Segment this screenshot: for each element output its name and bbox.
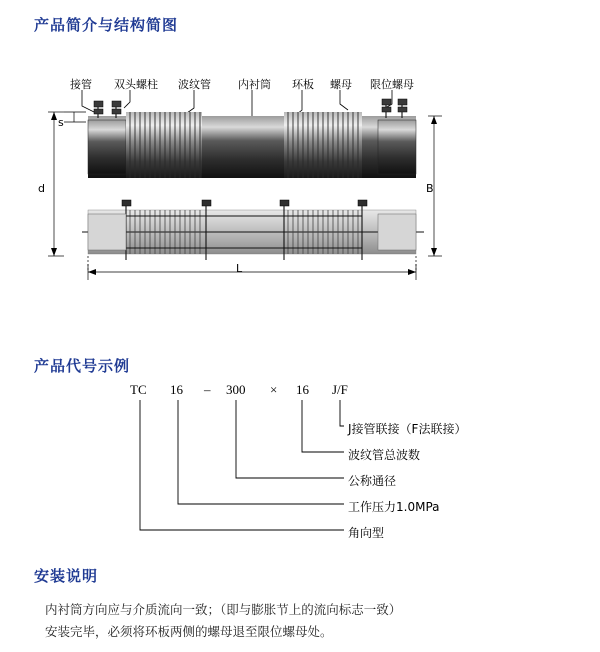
callout-label-limit-nut: 限位螺母 (370, 78, 414, 91)
page-title-install: 安装说明 (34, 568, 99, 585)
structure-drawing-svg (30, 60, 570, 340)
callout-label-connector: 接管 (70, 78, 92, 91)
code-desc-pressure: 工作压力1.0MPa (348, 500, 440, 514)
dimension-label-l: L (236, 262, 243, 275)
code-token-jf: J/F (332, 382, 348, 397)
page-title-intro: 产品简介与结构简图 (34, 17, 179, 34)
page-title-code: 产品代号示例 (34, 358, 131, 375)
code-desc-connection: J接管联接（F法联接） (348, 422, 467, 436)
code-token-tc: TC (130, 382, 147, 397)
structure-diagram (30, 60, 570, 340)
code-token-dash: – (204, 382, 211, 397)
code-token-times: × (270, 382, 278, 397)
dimension-label-s: s (58, 116, 64, 129)
callout-label-liner: 内衬筒 (238, 78, 271, 91)
code-token-300: 300 (226, 382, 246, 397)
code-desc-nominal-dia: 公称通径 (348, 474, 397, 488)
callout-label-nut: 螺母 (330, 78, 352, 91)
code-desc-wave-count: 波纹管总波数 (348, 448, 421, 462)
callout-label-ring-plate: 环板 (292, 78, 314, 91)
dimension-label-d: d (38, 182, 45, 195)
code-token-16b: 16 (296, 382, 309, 397)
code-leader-lines-svg (30, 378, 570, 548)
callout-label-stud-bolt: 双头螺柱 (114, 78, 158, 91)
callout-label-bellows: 波纹管 (178, 78, 211, 91)
code-token-16a: 16 (170, 382, 183, 397)
product-code-diagram (30, 378, 570, 548)
dimension-label-b: B (426, 182, 434, 195)
code-desc-type: 角向型 (348, 526, 385, 540)
install-note-1: 内衬筒方向应与介质流向一致；（即与膨胀节上的流向标志一致） (45, 602, 402, 617)
install-note-2: 安装完毕，必须将环板两侧的螺母退至限位螺母处。 (45, 624, 333, 639)
